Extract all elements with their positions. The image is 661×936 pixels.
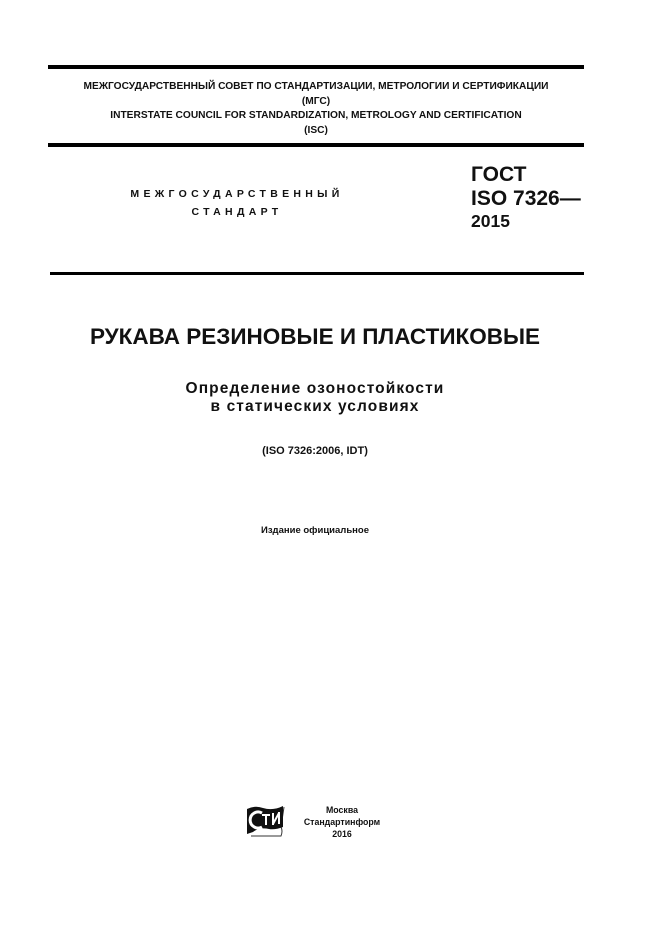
council-header	[48, 80, 584, 138]
publisher-city: Москва	[325, 805, 359, 815]
document-subtitle	[0, 380, 630, 416]
council-abbr-en: (ISC)	[304, 124, 328, 136]
standard-type-line2: СТАНДАРТ	[191, 206, 283, 218]
publisher-year: 2016	[332, 829, 352, 839]
iso-reference: (ISO 7326:2006, IDT)	[262, 445, 368, 457]
publisher-name: Стандартинформ	[303, 817, 381, 827]
council-name-en: INTERSTATE COUNCIL FOR STANDARDIZATION, METROLOGY AND CERTIFICATION	[110, 110, 522, 122]
standard-type	[100, 185, 374, 221]
gost-year: 2015	[471, 211, 510, 231]
document-title: РУКАВА РЕЗИНОВЫЕ И ПЛАСТИКОВЫЕ	[89, 324, 541, 349]
gost-designation	[471, 163, 581, 234]
header-bottom-rule	[48, 143, 584, 147]
subtitle-line2: в статических условиях	[210, 398, 420, 415]
standard-type-line1: МЕЖГОСУДАРСТВЕННЫЙ	[130, 188, 344, 200]
gost-number: ISO 7326—	[471, 186, 581, 210]
top-rule	[48, 65, 584, 69]
designation-bottom-rule	[50, 272, 584, 275]
standartinform-logo-icon	[245, 803, 287, 839]
subtitle-line1: Определение озоностойкости	[185, 380, 445, 397]
edition-note: Издание официальное	[261, 525, 369, 536]
publisher-info	[292, 804, 392, 840]
council-name-ru: МЕЖГОСУДАРСТВЕННЫЙ СОВЕТ ПО СТАНДАРТИЗАЦИИ, МЕТРОЛОГИИ И СЕРТИФИКАЦИИ	[83, 81, 549, 92]
gost-label: ГОСТ	[471, 163, 527, 186]
council-abbr-ru: (МГС)	[301, 95, 331, 107]
